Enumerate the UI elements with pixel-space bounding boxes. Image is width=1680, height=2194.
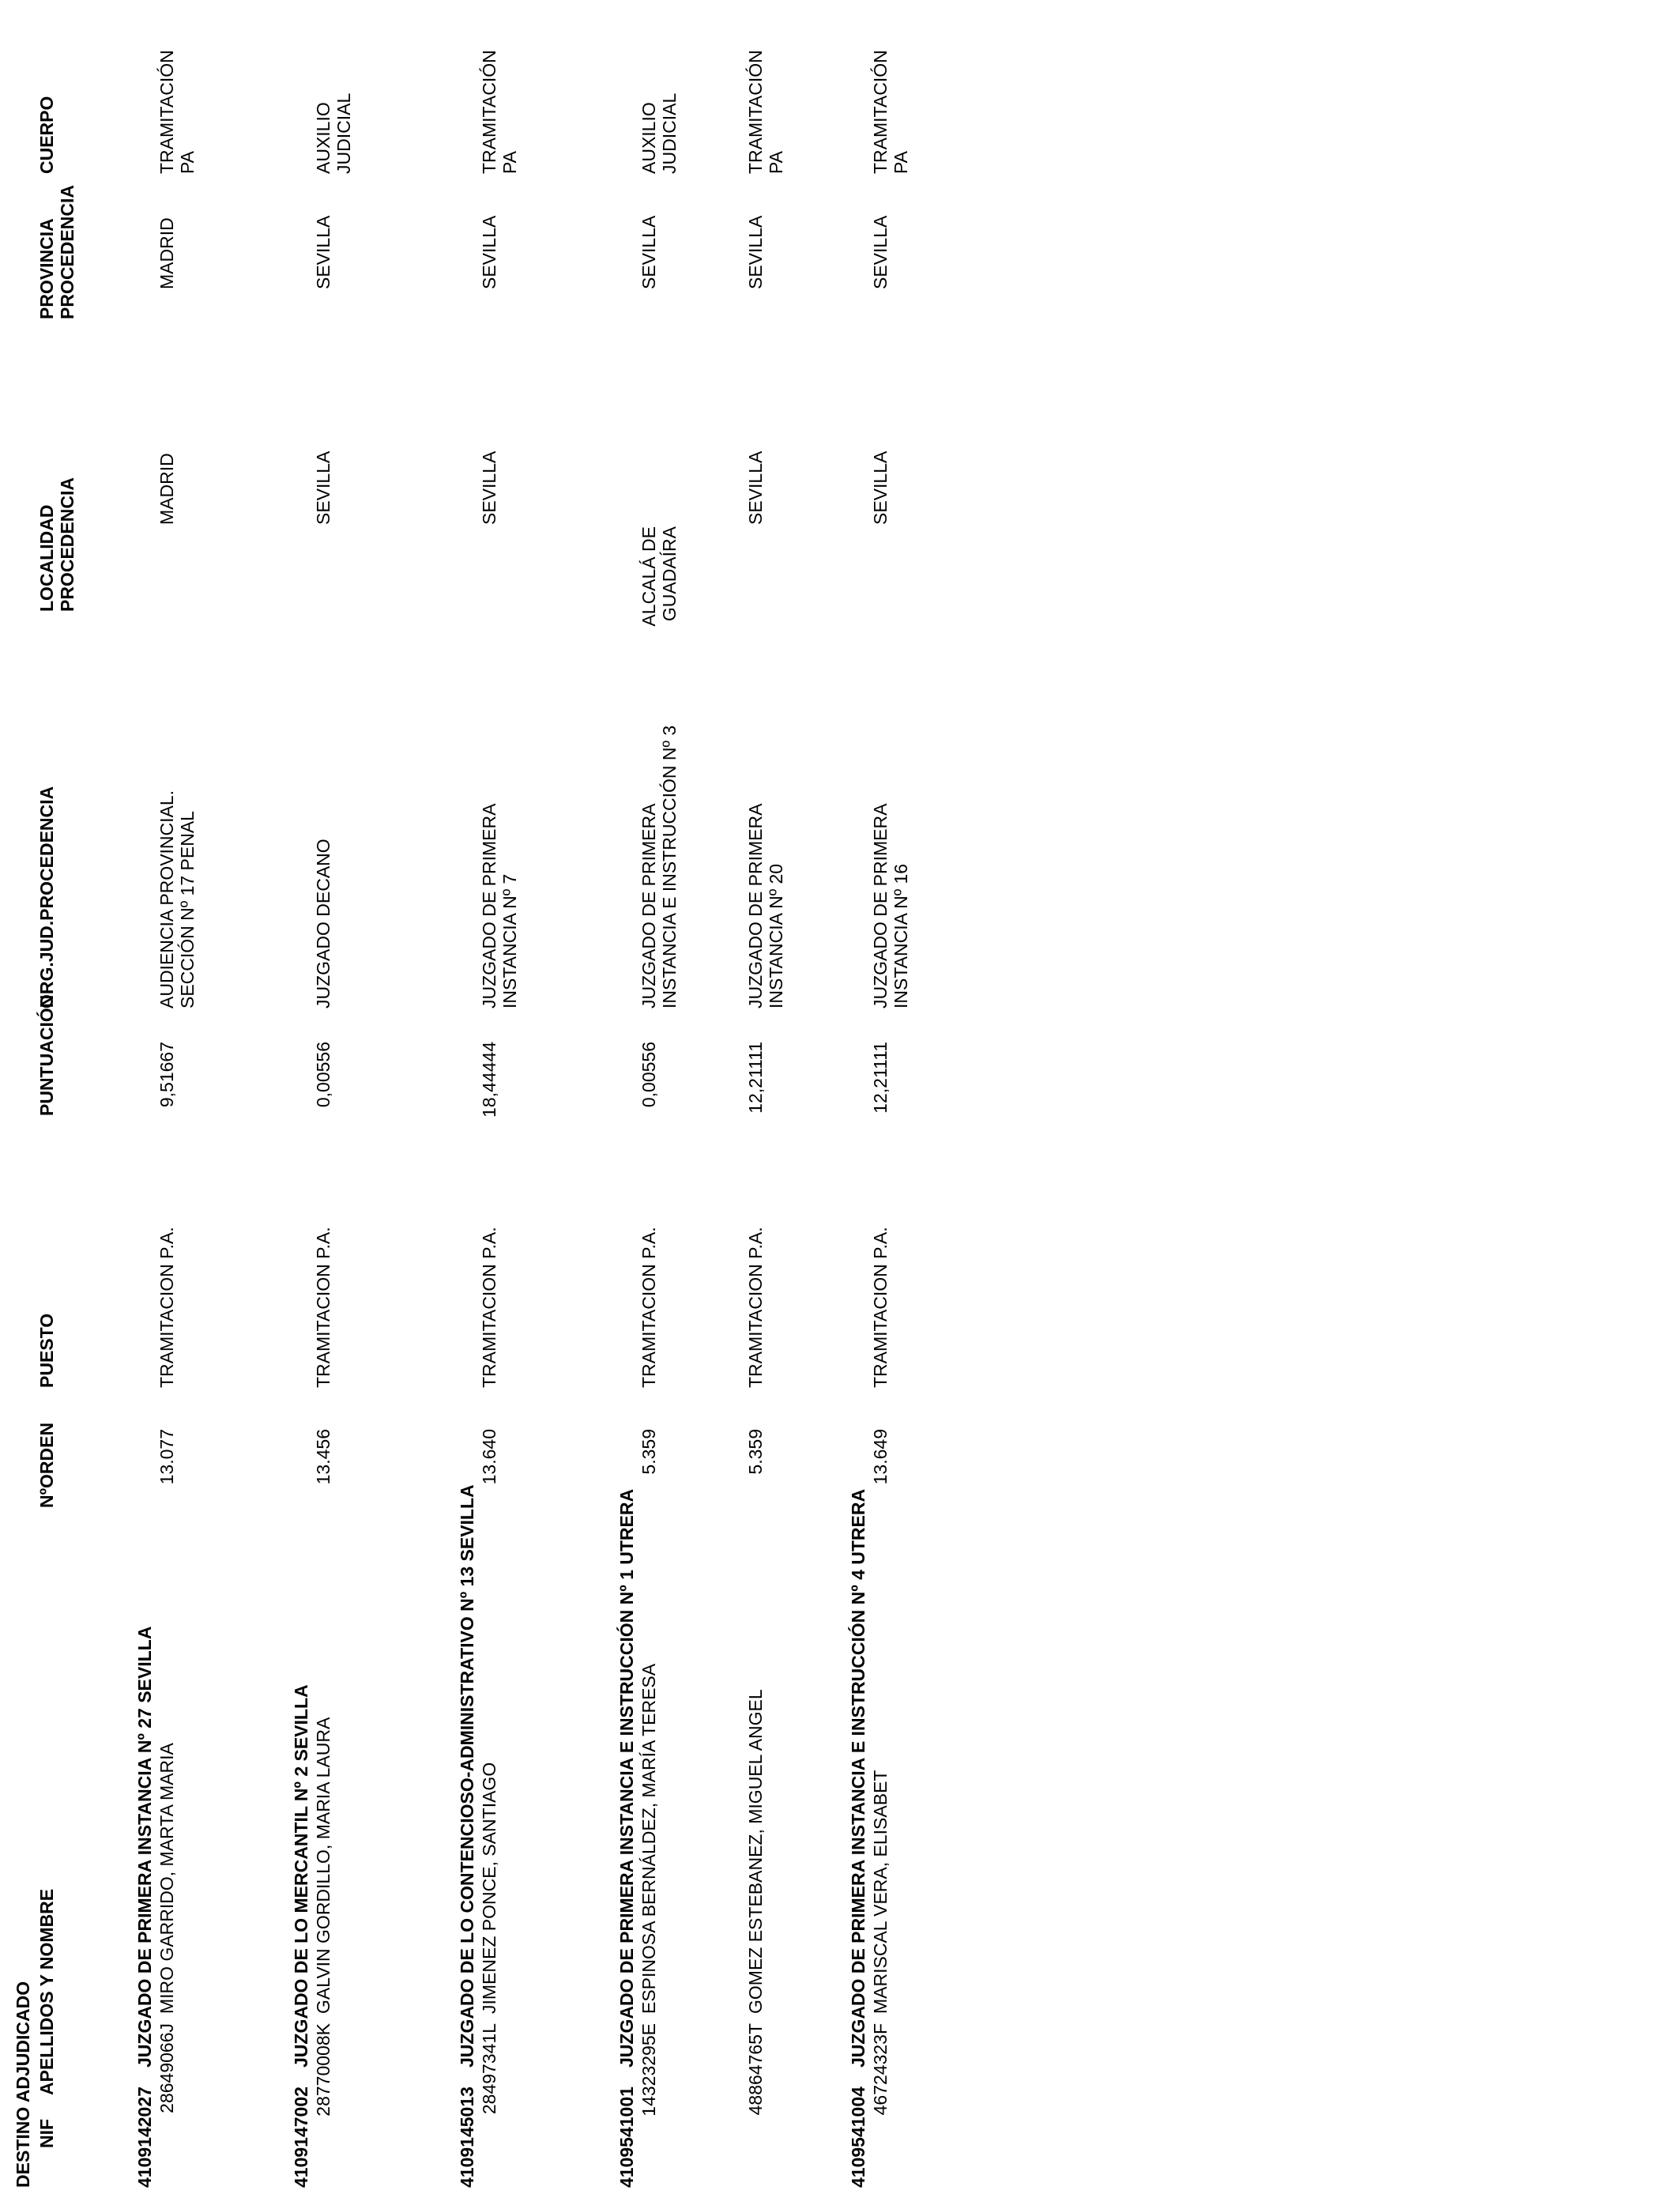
- header-localidad-line: LOCALIDAD: [36, 504, 57, 612]
- header-org: ORG.JUD.PROCEDENCIA: [36, 786, 57, 1008]
- row-puesto: TRAMITACION P.A.: [156, 1227, 177, 1388]
- row-localidad: [479, 335, 499, 525]
- row-orden: 5.359: [638, 1429, 659, 1475]
- header-localidad: [36, 477, 77, 612]
- court-name: JUZGADO DE PRIMERA INSTANCIA E INSTRUCCIÓN Nº 1 UTRERA: [616, 1488, 637, 2068]
- row-org: [156, 645, 198, 1008]
- row-nif: 48864765T: [745, 2023, 766, 2116]
- row-puntuacion: 12,21111: [745, 1042, 766, 1114]
- row-orden: 13.649: [870, 1429, 891, 1485]
- row-cuerpo: [156, 16, 198, 174]
- row-org-line: JUZGADO DE PRIMERA: [745, 803, 766, 1008]
- row-localidad: [638, 526, 680, 724]
- row-cuerpo-line: PA: [177, 151, 198, 174]
- header-provincia-line: PROCEDENCIA: [57, 185, 77, 319]
- row-cuerpo-line: PA: [891, 151, 911, 174]
- row-cuerpo-line: TRAMITACIÓN: [745, 50, 766, 174]
- court-name: JUZGADO DE PRIMERA INSTANCIA Nº 27 SEVILLA: [134, 1626, 155, 2068]
- row-provincia: SEVILLA: [313, 215, 333, 289]
- row-orden: 13.456: [313, 1429, 333, 1485]
- row-localidad-line: GUADAÍRA: [659, 526, 680, 622]
- row-nif: 28770008K: [313, 2023, 333, 2117]
- row-cuerpo-line: PA: [499, 151, 520, 174]
- row-localidad-line: ALCALÁ DE: [638, 526, 659, 627]
- header-puntuacion: PUNTUACIÓN: [36, 994, 57, 1116]
- row-name: ESPINOSA BERNÁLDEZ, MARÍA TERESA: [638, 1663, 659, 2014]
- row-provincia: SEVILLA: [479, 215, 499, 289]
- header-cuerpo: CUERPO: [36, 96, 57, 174]
- row-puesto: TRAMITACION P.A.: [313, 1227, 333, 1388]
- row-org-line: SECCIÓN Nº 17 PENAL: [177, 811, 198, 1008]
- court-name: JUZGADO DE LO CONTENCIOSO-ADMINISTRATIVO Nº 13 SEVILLA: [457, 1484, 477, 2068]
- row-name: MARISCAL VERA, ELISABET: [870, 1770, 891, 2014]
- header-name: APELLIDOS Y NOMBRE: [36, 1888, 57, 2095]
- row-org: [313, 645, 333, 1008]
- row-puntuacion: 18,44444: [479, 1042, 499, 1118]
- header-nif: NIF: [36, 2118, 57, 2148]
- row-provincia: SEVILLA: [870, 215, 891, 289]
- row-orden: 5.359: [745, 1429, 766, 1475]
- row-provincia: SEVILLA: [745, 215, 766, 289]
- row-cuerpo-line: TRAMITACIÓN: [479, 50, 499, 174]
- row-cuerpo-line: AUXILIO: [313, 102, 333, 174]
- row-org: [745, 645, 786, 1008]
- row-cuerpo-line: PA: [766, 151, 786, 174]
- row-puntuacion: 12,21111: [870, 1042, 891, 1114]
- row-org-line: INSTANCIA E INSTRUCCIÓN Nº 3: [659, 725, 680, 1008]
- row-name: MIRO GARRIDO, MARTA MARIA: [156, 1743, 177, 2014]
- row-cuerpo: [313, 16, 354, 174]
- header-localidad-line: PROCEDENCIA: [57, 477, 77, 612]
- row-org-line: JUZGADO DE PRIMERA: [638, 803, 659, 1008]
- row-puntuacion: 0,00556: [313, 1042, 333, 1108]
- row-provincia: MADRID: [156, 217, 177, 289]
- row-cuerpo: [745, 16, 786, 174]
- row-cuerpo-line: TRAMITACIÓN: [156, 50, 177, 174]
- row-name: JIMENEZ PONCE, SANTIAGO: [479, 1762, 499, 2014]
- destino-code: 4109142027: [134, 2087, 155, 2188]
- row-cuerpo: [479, 16, 520, 174]
- header-provincia: [36, 185, 77, 319]
- row-org-line: INSTANCIA Nº 16: [891, 863, 911, 1008]
- row-localidad: [745, 335, 766, 525]
- row-puntuacion: 0,00556: [638, 1042, 659, 1108]
- row-provincia: SEVILLA: [638, 215, 659, 289]
- row-localidad: [156, 335, 177, 525]
- row-orden: 13.077: [156, 1429, 177, 1485]
- destino-code: 4109147002: [291, 2087, 311, 2188]
- row-org-line: INSTANCIA Nº 20: [766, 863, 786, 1008]
- header-provincia-line: PROVINCIA: [36, 218, 57, 319]
- row-org-line: JUZGADO DE PRIMERA: [870, 803, 891, 1008]
- row-name: GALVIN GORDILLO, MARIA LAURA: [313, 1717, 333, 2014]
- row-nif: 28497341L: [479, 2023, 499, 2115]
- row-localidad-line: SEVILLA: [479, 450, 499, 525]
- row-localidad-line: MADRID: [156, 453, 177, 525]
- row-localidad: [313, 335, 333, 525]
- row-puesto: TRAMITACION P.A.: [479, 1227, 499, 1388]
- row-localidad-line: SEVILLA: [745, 450, 766, 525]
- row-puntuacion: 9,51667: [156, 1042, 177, 1108]
- page-title: DESTINO ADJUDICADO: [13, 1981, 33, 2188]
- row-org-line: INSTANCIA Nº 7: [499, 873, 520, 1008]
- row-nif: 14323295E: [638, 2023, 659, 2117]
- row-org-line: JUZGADO DECANO: [313, 839, 333, 1008]
- header-orden: NºORDEN: [36, 1422, 57, 1508]
- court-name: JUZGADO DE PRIMERA INSTANCIA E INSTRUCCIÓN Nº 4 UTRERA: [848, 1488, 868, 2068]
- row-cuerpo-line: JUDICIAL: [659, 92, 680, 174]
- row-localidad-line: SEVILLA: [870, 450, 891, 525]
- row-localidad-line: SEVILLA: [313, 450, 333, 525]
- row-org-line: AUDIENCIA PROVINCIAL.: [156, 790, 177, 1008]
- row-puesto: TRAMITACION P.A.: [870, 1227, 891, 1388]
- row-cuerpo-line: JUDICIAL: [333, 92, 354, 174]
- row-cuerpo-line: AUXILIO: [638, 102, 659, 174]
- header-puesto: PUESTO: [36, 1313, 57, 1388]
- row-nif: 46724323F: [870, 2023, 891, 2116]
- row-cuerpo-line: TRAMITACIÓN: [870, 50, 891, 174]
- row-org: [870, 645, 911, 1008]
- row-cuerpo: [870, 16, 911, 174]
- row-puesto: TRAMITACION P.A.: [638, 1227, 659, 1388]
- row-org: [479, 645, 520, 1008]
- row-name: GOMEZ ESTEBANEZ, MIGUEL ANGEL: [745, 1689, 766, 2014]
- row-localidad: [870, 335, 891, 525]
- destino-code: 4109541001: [616, 2087, 637, 2188]
- row-org-line: JUZGADO DE PRIMERA: [479, 803, 499, 1008]
- row-nif: 28649066J: [156, 2023, 177, 2113]
- row-puesto: TRAMITACION P.A.: [745, 1227, 766, 1388]
- court-name: JUZGADO DE LO MERCANTIL Nº 2 SEVILLA: [291, 1684, 311, 2068]
- destino-code: 4109145013: [457, 2087, 477, 2188]
- row-cuerpo: [638, 16, 680, 174]
- row-orden: 13.640: [479, 1429, 499, 1485]
- destino-code: 4109541004: [848, 2087, 868, 2188]
